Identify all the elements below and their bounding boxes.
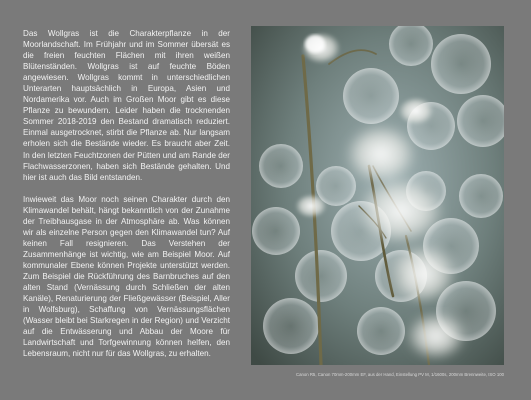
article-text bbox=[23, 28, 230, 370]
paragraph-intro: Das Wollgras ist die Charakterpflanze in der Moorlandschaft. Im Frühjahr und im Sommer übersät es die freien feuchten Flächen mit ihren weißen Blütenständen. Wollgras ist auf feuchte Böden angewiesen. Wollgras kommt in unterschiedlichen Unterarten hauptsächlich in Europa, Asien und Nordamerika vor. Auch im Großen Moor gibt es diese Pflanze zu bewundern. Leider haben die trocknenden Sommer 2018-2019 den Bestand dramatisch reduziert. Einmal ausgetrocknet, stirbt die Pflanze ab. Nur langsam erholen sich die Bestände wieder. Es braucht aber Zeit. In den letzten Feuchtzonen der Pütten und am Rande der Flachwasserzonen, haben sich Bestände gehalten. Und hier ist auch das Bild entstanden. bbox=[23, 29, 230, 182]
photo-illustration bbox=[251, 26, 504, 365]
cotton-grass-photo bbox=[251, 26, 504, 365]
photo-caption: Canon R5, Canon 70mm-200mm EF, aus der Hand, Einstellung PV M, 1/1600s, 200mm Brennweite, ISO 100 bbox=[295, 372, 504, 377]
paragraph-climate: Inwieweit das Moor noch seinen Charakter durch den Klimawandel behält, hängt bekanntlich von der Zunahme der Treibhausgase in der Atmosphäre ab. Was können wir als einzelne Person gegen den Klimawandel tun? Auf keinen Fall resignieren. Das Verstehen der Zusammenhänge ist wichtig, wie am Beispiel Moor. Auf kommunaler Ebene können Projekte unterstützt werden. Zum Beispiel die Rückführung des Barnbruches auf den alten Stand (Vernässung durch Schließen der alten Kanäle), Renaturierung der Fließgewässer (Beispiel, Aller in Wolfsburg), Schaffung von Vernässungsflächen (Wasser bleibt bei Starkregen in der Region) und Verzicht auf die Entwässerung und Abbau der Moore für Landwirtschaft und Torfgewinnung können helfen, den Lebensraum, nicht nur für das Wollgras, zu erhalten. bbox=[23, 194, 230, 359]
